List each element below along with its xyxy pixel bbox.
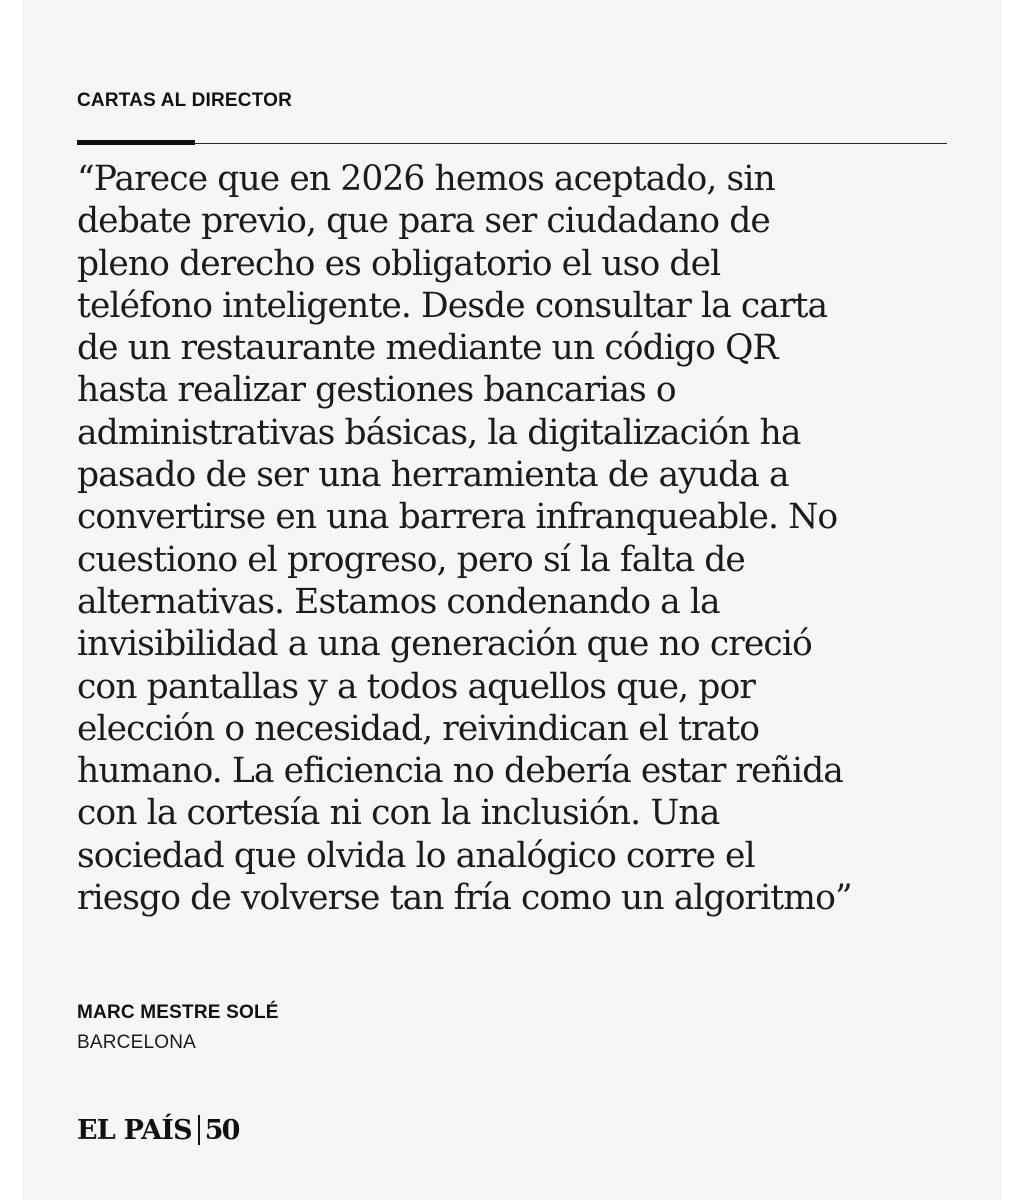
letter-line: cuestiono el progreso, pero sí la falta de bbox=[77, 539, 745, 580]
section-label: CARTAS AL DIRECTOR bbox=[77, 90, 293, 111]
letter-body bbox=[77, 158, 967, 919]
letter-line: teléfono inteligente. Desde consultar la carta bbox=[77, 285, 828, 326]
letter-line: pleno derecho es obligatorio el uso del bbox=[77, 243, 721, 284]
letter-line: convertirse en una barrera infranqueable. No bbox=[77, 497, 838, 538]
letter-line: sociedad que olvida lo analógico corre el bbox=[77, 835, 755, 876]
letter-line: debate previo, que para ser ciudadano de bbox=[77, 201, 770, 242]
letter-line: riesgo de volverse tan fría como un algoritmo” bbox=[77, 878, 852, 919]
brand-name: EL PAÍS bbox=[77, 1114, 192, 1146]
logo-divider bbox=[198, 1115, 200, 1145]
letter-line: elección o necesidad, reivindican el trato bbox=[77, 708, 760, 749]
section-divider bbox=[77, 143, 947, 144]
letter-line: hasta realizar gestiones bancarias o bbox=[77, 370, 676, 411]
letter-line: con la cortesía ni con la inclusión. Una bbox=[77, 793, 720, 834]
author-name: MARC MESTRE SOLÉ bbox=[77, 1002, 279, 1023]
letter-line: administrativas básicas, la digitalización ha bbox=[77, 412, 801, 453]
letter-line: pasado de ser una herramienta de ayuda a bbox=[77, 455, 789, 496]
letter-line: humano. La eficiencia no debería estar reñida bbox=[77, 751, 843, 792]
section-divider-accent bbox=[77, 140, 195, 145]
letter-line: “Parece que en 2026 hemos aceptado, sin bbox=[77, 159, 775, 199]
el-pais-logo bbox=[77, 1110, 238, 1150]
brand-anniversary: 50 bbox=[204, 1114, 239, 1146]
letter-line: con pantallas y a todos aquellos que, por bbox=[77, 666, 755, 707]
letter-line: invisibilidad a una generación que no creció bbox=[77, 624, 812, 665]
letter-line: de un restaurante mediante un código QR bbox=[77, 328, 778, 369]
letter-line: alternativas. Estamos condenando a la bbox=[77, 581, 720, 622]
author-city: BARCELONA bbox=[77, 1032, 197, 1053]
